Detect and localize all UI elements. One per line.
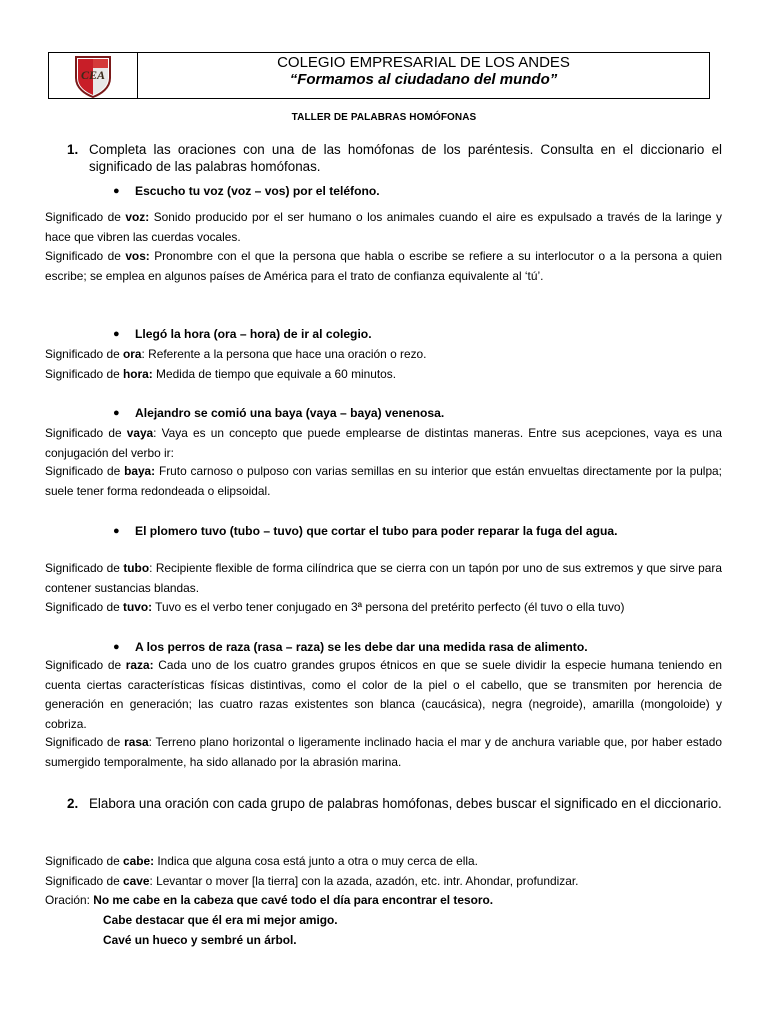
- definition-text: : Terreno plano horizontal o ligeramente inclinado hacia el mar y de anchura variable que, por haber estado sumergido temporalmente, ha sido allanado por la abrasión marina.: [45, 735, 722, 769]
- bullet-dot-icon: ●: [113, 328, 120, 340]
- definition-prefix: Significado de: [45, 347, 124, 361]
- example-label: Oración:: [45, 893, 94, 907]
- bullet-dot-icon: ●: [113, 407, 120, 419]
- definition-text: Indica que alguna cosa está junto a otra o muy cerca de ella.: [154, 854, 478, 868]
- definition-word: tubo: [123, 561, 150, 575]
- definition-paragraph: [45, 345, 722, 365]
- definition-text: : Referente a la persona que hace una oración o rezo.: [141, 347, 427, 361]
- definition-text: : Levantar o mover [la tierra] con la azada, azadón, etc. intr. Ahondar, profundizar.: [149, 874, 579, 888]
- bullet-dot-icon: ●: [113, 525, 120, 537]
- bullet-dot-icon: ●: [113, 641, 120, 653]
- definition-word: vaya: [126, 426, 154, 440]
- logo-cell: [49, 53, 138, 98]
- definition-prefix: Significado de: [45, 249, 126, 263]
- bullet-dot-icon: ●: [113, 185, 120, 197]
- bullet-sentence: Llegó la hora (ora – hora) de ir al colegio.: [135, 327, 372, 341]
- bullet-item-1: [113, 181, 723, 201]
- definition-word: raza:: [125, 658, 154, 672]
- bullet-item-4: [113, 521, 723, 541]
- section-2-text: Elabora una oración con cada grupo de palabras homófonas, debes buscar el significado en el diccionario.: [89, 796, 722, 811]
- school-logo-icon: [73, 54, 113, 98]
- definition-word: rasa: [124, 735, 149, 749]
- example-sentence-2: Cabe destacar que él era mi mejor amigo.: [103, 913, 338, 927]
- definition-paragraph: [45, 462, 722, 501]
- bullet-sentence: El plomero tuvo (tubo – tuvo) que cortar el tubo para poder reparar la fuga del agua.: [135, 524, 618, 538]
- example-sentence-1: No me cabe en la cabeza que cavé todo el día para encontrar el tesoro.: [93, 893, 494, 907]
- definition-paragraph: [45, 872, 722, 892]
- definition-text: : Recipiente flexible de forma cilíndrica que se cierra con un tapón por uno de sus extremos y que sirve para contener sustancias blandas.: [45, 561, 722, 595]
- bullet-sentence: Escucho tu voz (voz – vos) por el teléfono.: [135, 184, 380, 198]
- school-name: COLEGIO EMPRESARIAL DE LOS ANDES: [277, 54, 570, 71]
- section-1-text: Completa las oraciones con una de las homófonas de los paréntesis. Consulta en el diccionario el significado de las palabras homófonas.: [89, 142, 722, 174]
- definition-prefix: Significado de: [45, 210, 126, 224]
- definition-prefix: Significado de: [45, 464, 125, 478]
- definition-word: baya:: [124, 464, 156, 478]
- definition-word: ora: [123, 347, 142, 361]
- definition-text: Fruto carnoso o pulposo con varias semillas en su interior que están envueltas directamente por la pulpa; suele tener forma redondeada o elipsoidal.: [45, 464, 722, 498]
- bullet-sentence: Alejandro se comió una baya (vaya – baya) venenosa.: [135, 406, 445, 420]
- section-2-instruction: [67, 793, 722, 814]
- definition-prefix: Significado de: [45, 874, 124, 888]
- definition-text: Sonido producido por el ser humano o los animales cuando el aire es expulsado a través de la laringe y hace que vibren las cuerdas vocales.: [45, 210, 722, 244]
- definition-word: hora:: [123, 367, 153, 381]
- section-1-instruction: [67, 141, 722, 175]
- definition-text: Pronombre con el que la persona que habla o escribe se refiere a su interlocutor o a la persona a quien escribe; se emplea en algunos países de América para el trato de confianza equivalente al ‘tú’.: [45, 249, 722, 283]
- definition-word: cave: [123, 874, 150, 888]
- definition-prefix: Significado de: [45, 600, 124, 614]
- example-sentence-3: Cavé un hueco y sembré un árbol.: [103, 933, 297, 947]
- section-1-number: 1.: [67, 142, 79, 157]
- bullet-item-2: [113, 324, 723, 344]
- definition-paragraph: [45, 208, 722, 247]
- definition-text: Tuvo es el verbo tener conjugado en 3ª persona del pretérito perfecto (él tuvo o ella tuvo): [152, 600, 625, 614]
- definition-prefix: Significado de: [45, 854, 124, 868]
- definition-prefix: Significado de: [45, 561, 124, 575]
- title-cell: [138, 53, 709, 98]
- header-box: [48, 52, 710, 99]
- definition-prefix: Significado de: [45, 658, 126, 672]
- definition-paragraph: [45, 852, 722, 872]
- section-2-number: 2.: [67, 796, 79, 811]
- definition-prefix: Significado de: [45, 367, 124, 381]
- definition-word: cabe:: [123, 854, 155, 868]
- bullet-sentence: A los perros de raza (rasa – raza) se les debe dar una medida rasa de alimento.: [135, 640, 588, 654]
- definition-word: tuvo:: [123, 600, 153, 614]
- school-motto: “Formamos al ciudadano del mundo”: [289, 71, 558, 88]
- definition-prefix: Significado de: [45, 735, 125, 749]
- example-sentence: [45, 890, 722, 910]
- definition-word: voz:: [125, 210, 150, 224]
- bullet-item-5: [113, 637, 723, 657]
- definition-paragraph: [45, 598, 722, 618]
- bullet-item-3: [113, 403, 723, 423]
- definition-paragraph: [45, 247, 722, 286]
- definition-paragraph: [45, 365, 722, 385]
- definition-text: Medida de tiempo que equivale a 60 minutos.: [152, 367, 397, 381]
- definition-text: Cada uno de los cuatro grandes grupos étnicos en que se suele dividir la especie humana teniendo en cuenta ciertas características físicas distintivas, como el color de la piel o el cabello, que se transmiten por herencia de generación en generación; las cuatro razas existentes son blanca (caucásica), negra (negroide), amarilla (mongoloide) y cobriza.: [45, 658, 722, 732]
- definition-prefix: Significado de: [45, 426, 127, 440]
- definition-paragraph: [45, 559, 722, 598]
- definition-word: vos:: [125, 249, 150, 263]
- document-title: TALLER DE PALABRAS HOMÓFONAS: [291, 112, 477, 123]
- logo-letters: CEA: [80, 67, 106, 82]
- definition-paragraph: [45, 424, 722, 463]
- definition-text: : Vaya es un concepto que puede emplearse de distintas maneras. Entre sus acepciones, vaya es una conjugación del verbo ir:: [45, 426, 722, 460]
- definition-paragraph: [45, 656, 722, 735]
- definition-paragraph: [45, 733, 722, 772]
